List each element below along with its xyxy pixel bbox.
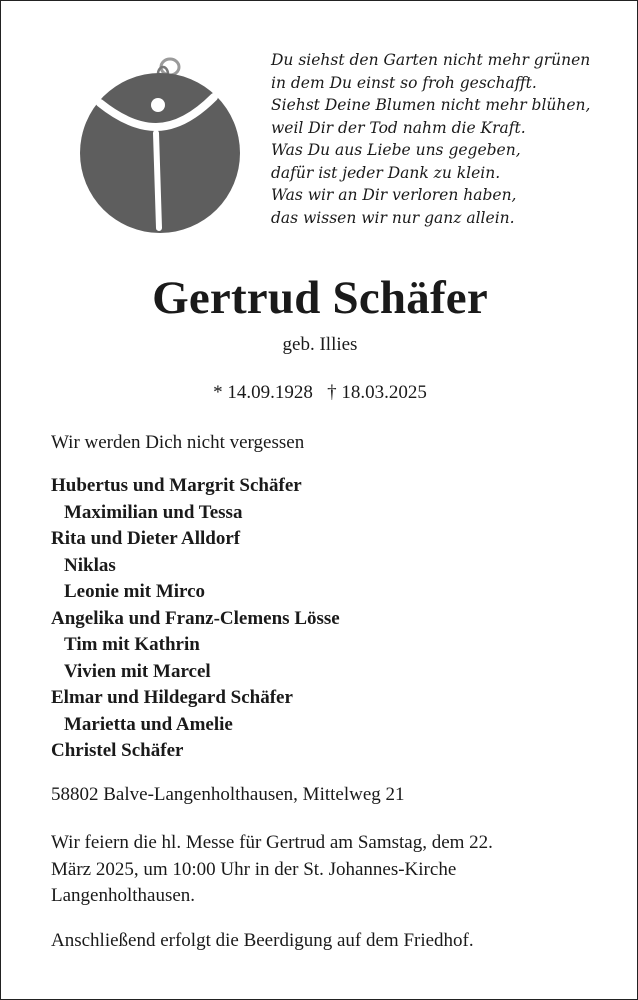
family-address: 58802 Balve-Langenholthausen, Mittelweg 21 [51,784,405,805]
date-separator [313,382,327,403]
birth-date: * 14.09.1928 [213,382,313,403]
poem-line: Was wir an Dir verloren haben, [271,186,517,204]
poem-line: Siehst Deine Blumen nicht mehr blühen, [271,96,591,114]
mourner-entry: Hubertus und Margrit Schäfer [51,475,302,496]
mourners-list [51,473,340,765]
mourner-entry: Rita und Dieter Alldorf [51,528,241,549]
mass-line: Wir feiern die hl. Messe für Gertrud am Samstag, dem 22. [51,832,493,853]
mourner-entry: Vivien mit Marcel [64,660,211,682]
poem-line: Du siehst den Garten nicht mehr grünen [271,51,591,69]
poem-line: Was Du aus Liebe uns gegeben, [271,141,521,159]
mourner-entry: Leonie mit Mirco [64,581,206,602]
mourner-entry: Elmar und Hildegard Schäfer [51,687,293,708]
poem-line: in dem Du einst so froh geschafft. [271,73,537,92]
mourner-entry: Angelika und Franz-Clemens Lösse [51,607,340,629]
motto: Wir werden Dich nicht vergessen [51,432,305,453]
mass-line: März 2025, um 10:00 Uhr in der St. Johannes-Kirche [51,858,457,880]
deceased-name: Gertrud Schäfer [152,272,488,324]
life-dates [1,382,638,404]
poem-line: das wissen wir nur ganz allein. [271,208,515,227]
mourner-entry: Tim mit Kathrin [64,634,200,655]
maiden-name: geb. Illies [282,334,358,355]
poem-line: dafür ist jeder Dank zu klein. [271,163,501,182]
mass-announcement [51,830,591,910]
mourner-entry: Christel Schäfer [51,740,184,761]
memorial-poem [271,49,611,229]
death-date: † 18.03.2025 [327,382,427,403]
mourner-entry: Maximilian und Tessa [64,501,243,523]
mourner-entry: Marietta und Amelie [64,713,233,735]
cross-pendant-icon [76,53,244,233]
burial-note: Anschließend erfolgt die Beerdigung auf dem Friedhof. [51,930,474,951]
poem-line: weil Dir der Tod nahm die Kraft. [271,118,526,137]
mourner-entry: Niklas [64,554,116,576]
mass-line: Langenholthausen. [51,885,196,906]
